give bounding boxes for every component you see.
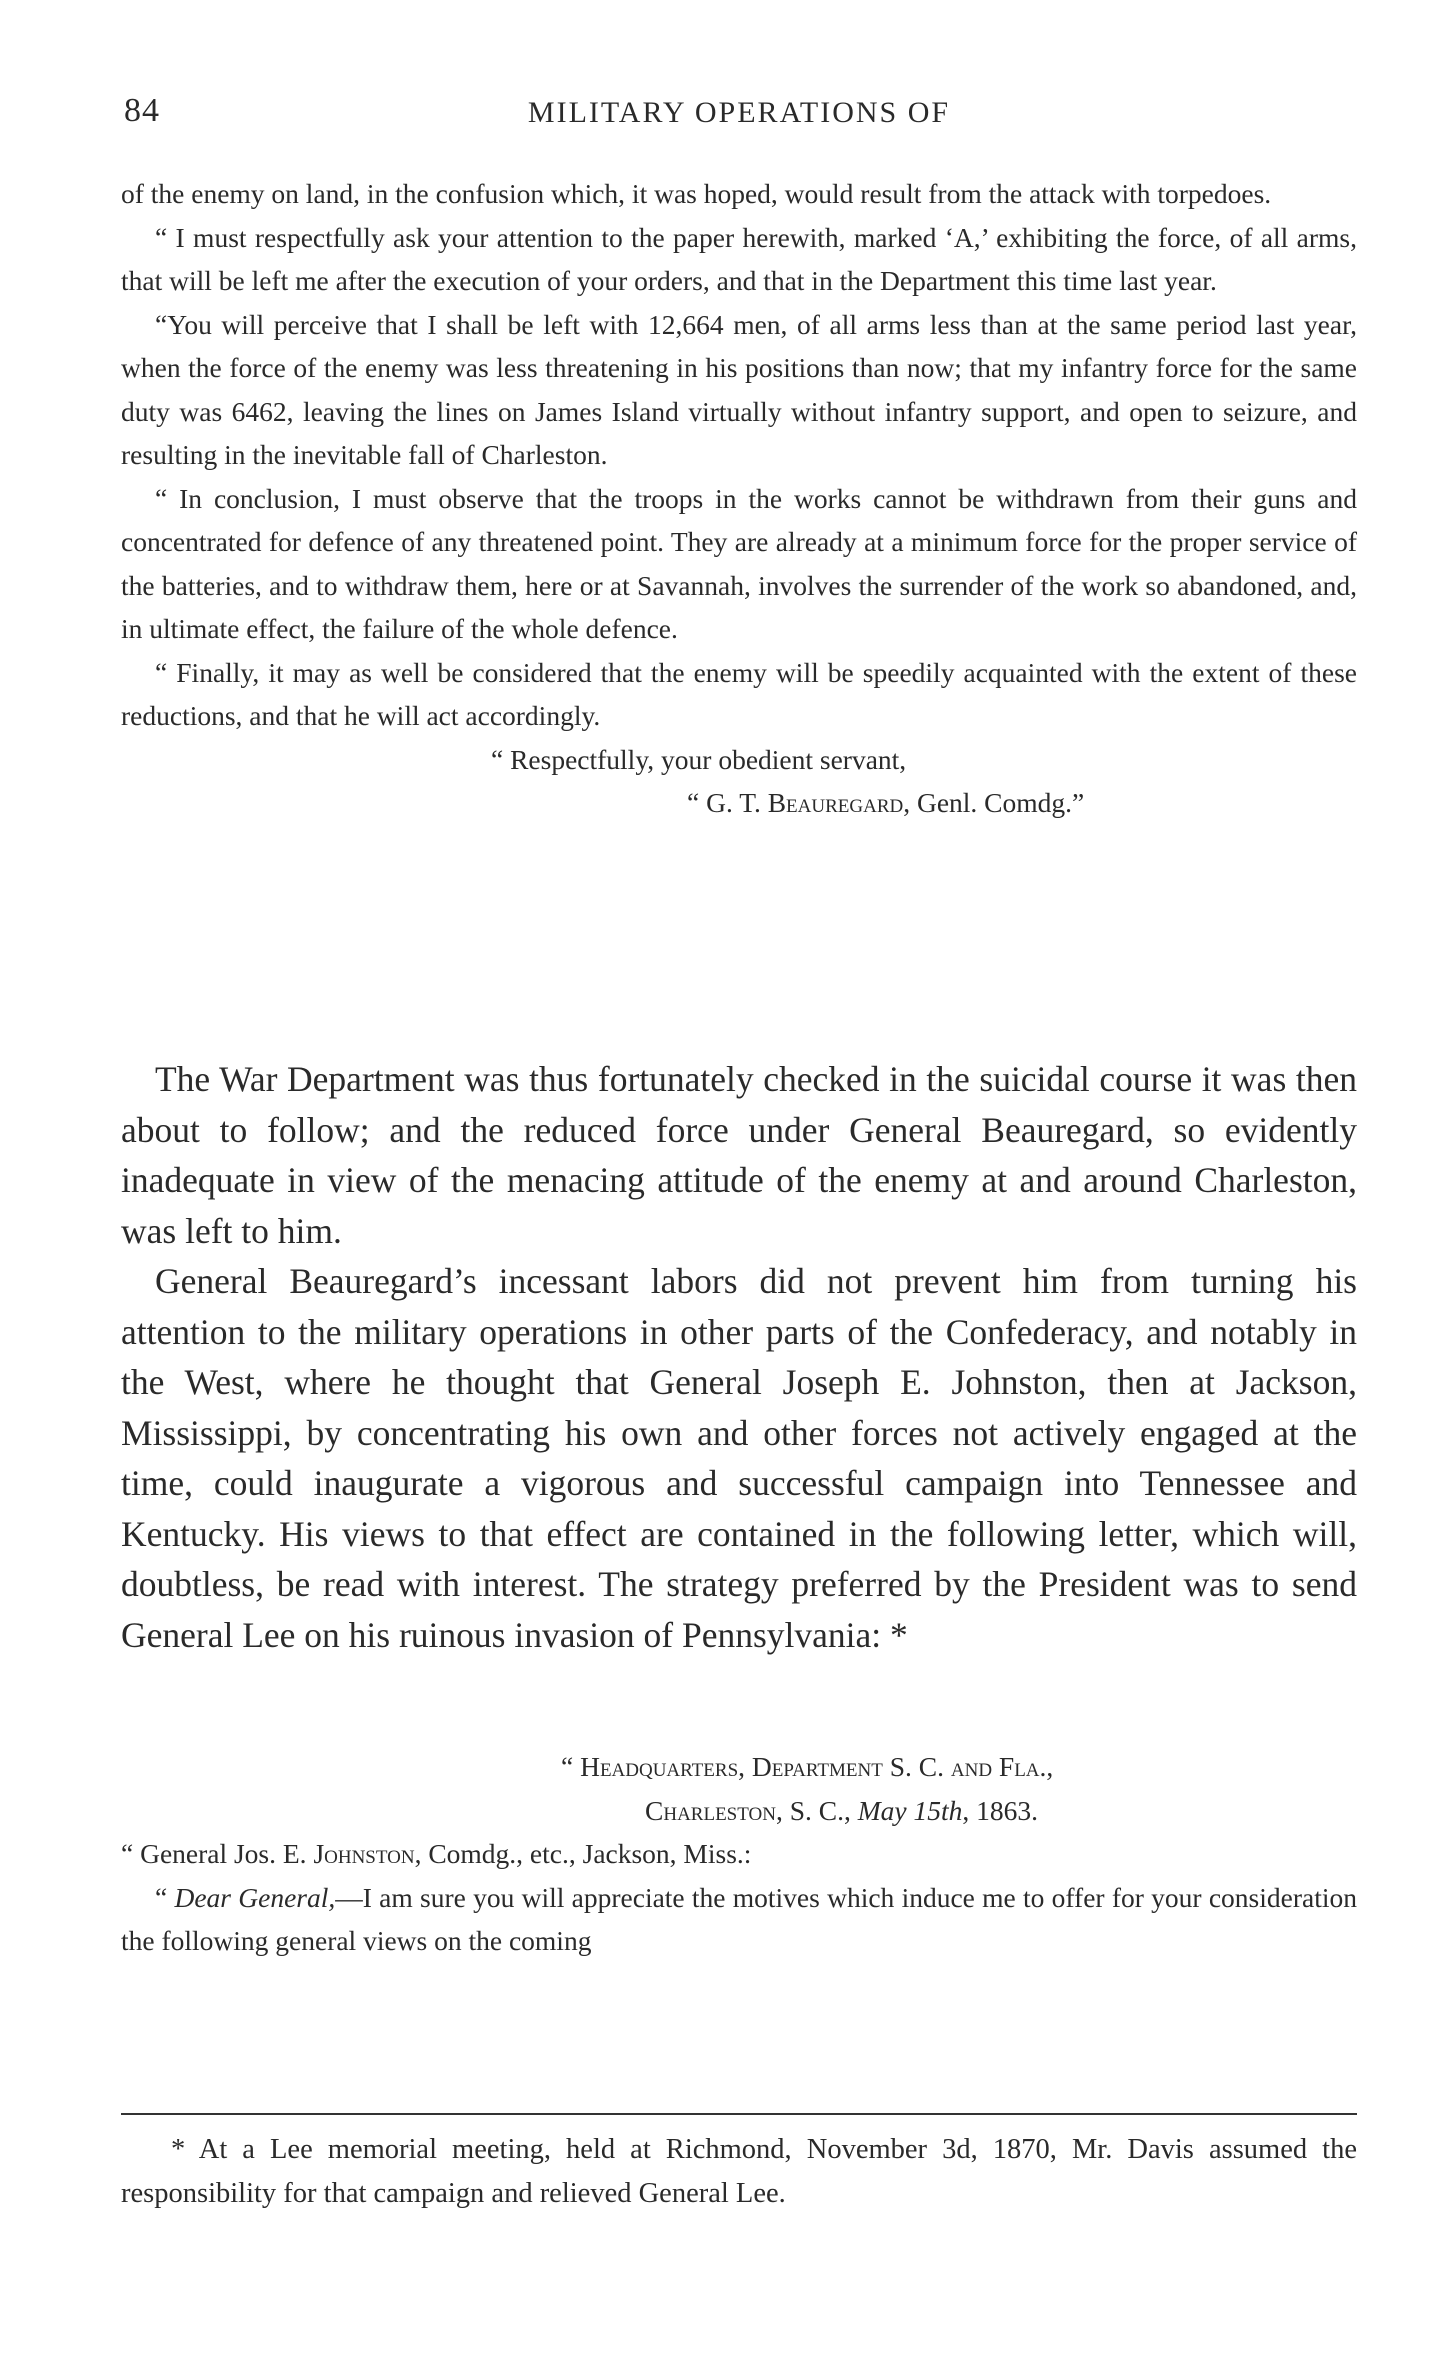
letter-paragraph: “You will perceive that I shall be left with 12,664 men, of all arms less than at the same period last year, when the force of the enemy was less threatening in his positions than now; that my infantry force for the same duty was 6462, leaving the lines on James Island virtually without infantry support, and open to seizure, and resulting in the inevitable fall of Charleston. [121, 308, 1357, 470]
letter-paragraph: of the enemy on land, in the confusion which, it was hoped, would result from the attack with torpedoes. [121, 178, 1272, 209]
running-head: MILITARY OPERATIONS OF [527, 96, 951, 129]
body-paragraph: The War Department was thus fortunately checked in the suicidal course it was then about to follow; and the reduced force under General Beauregard, so evidently inadequate in view of the menacing attitude of the enemy at and around Charleston, was left to him. [121, 1059, 1357, 1251]
letter-paragraph: “ I must respectfully ask your attention to the paper herewith, marked ‘A,’ exhibiting the force, of all arms, that will be left me after the execution of your orders, and that in the Department this time last year. [121, 221, 1357, 296]
page-number: 84 [124, 92, 160, 129]
page-header [124, 92, 1354, 136]
opening-text: —I am sure you will appreciate the motives which induce me to offer for your consideration the following general views on the coming [121, 1881, 1357, 1956]
letter-signature [121, 781, 1357, 825]
letter-paragraph: “ In conclusion, I must observe that the troops in the works cannot be withdrawn from their guns and concentrated for defence of any threatened point. They are already at a minimum force for the proper service of the batteries, and to withdraw them, here or at Savannah, involves the surrender of the work so abandoned, and, in ultimate effect, the failure of the whole defence. [121, 482, 1357, 644]
letter-heading-line2 [121, 1789, 1357, 1833]
letter-opening [121, 1876, 1357, 1963]
salutation: Dear General, [174, 1881, 336, 1913]
addressee-name: Johnston [313, 1838, 415, 1869]
second-letter-block [121, 1745, 1357, 1963]
signature-name: Beauregard [767, 787, 904, 818]
addressee-suffix: , Comdg., etc., Jackson, Miss.: [414, 1838, 752, 1869]
body-paragraph: General Beauregard’s incessant labors did not prevent him from turning his attention to the military operations in other parts of the Confederacy, and notably in the West, where he thought that General Joseph E. Johnston, then at Jackson, Mississippi, by concentrating his own and other forces not actively engaged at the time, could inaugurate a vigorous and successful campaign into Tennessee and Kentucky. His views to that effect are contained in the following letter, which will, doubtless, be read with interest. The strategy preferred by the President was to send General Lee on his ruinous invasion of Pennsylvania: * [121, 1261, 1357, 1655]
footnote [121, 2128, 1357, 2216]
letter-closing: “ Respectfully, your obedient servant, [491, 743, 907, 775]
addressee-prefix: “ General Jos. E. [121, 1838, 314, 1869]
heading-text: “ Headquarters, Department S. C. and Fla., [561, 1751, 1054, 1782]
letter-paragraph: “ Finally, it may as well be considered that the enemy will be speedily acquainted with the extent of these reductions, and that he will act accordingly. [121, 656, 1357, 731]
letter-heading-line1 [121, 1745, 1357, 1789]
letter-addressee [121, 1832, 1357, 1876]
footnote-text: * At a Lee memorial meeting, held at Richmond, November 3d, 1870, Mr. Davis assumed the responsibility for that campaign and relieved General Lee. [121, 2134, 1357, 2209]
heading-place: Charleston, S. C., [645, 1794, 858, 1826]
heading-year: , 1863. [962, 1794, 1038, 1826]
signature-prefix: “ G. T. [687, 787, 768, 818]
body-text [121, 1054, 1357, 1660]
signature-suffix: , Genl. Comdg.” [903, 787, 1085, 818]
heading-date: May 15th [857, 1794, 963, 1826]
footnote-divider [121, 2113, 1357, 2115]
letter-block [121, 172, 1357, 825]
salutation-open: “ [155, 1881, 175, 1913]
